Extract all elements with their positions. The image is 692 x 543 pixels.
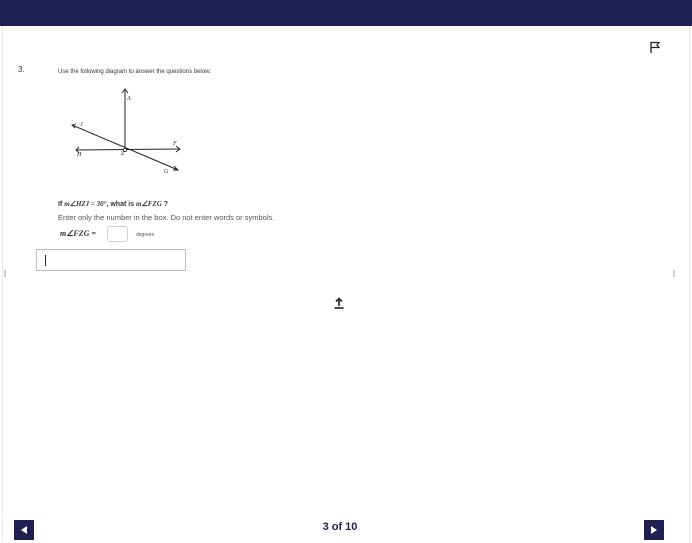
answer-unit: degrees [136,232,155,238]
left-resize-handle[interactable] [4,270,6,277]
label-f: F [173,141,177,147]
prompt-suffix: ? [161,201,168,208]
flag-icon[interactable] [648,40,662,54]
label-j: J [80,122,83,128]
text-caret [45,255,46,266]
answer-label: m∠FZG = [60,229,96,238]
previous-question-button[interactable] [14,520,34,540]
label-z: Z [121,151,125,157]
prompt-mid: , what is [106,201,137,208]
triangle-left-icon [19,525,29,535]
question-number: 3. [18,65,25,74]
answer-instructions: Enter only the number in the box. Do not enter words or symbols. [58,213,275,222]
right-resize-handle[interactable] [673,270,675,277]
response-text-field[interactable] [36,249,186,271]
answer-input[interactable] [107,226,128,242]
label-a: A [127,96,131,102]
prompt-given-expression: m∠HZJ = 30° [64,200,107,208]
question-prompt [58,200,168,208]
question-progress: 3 of 10 [322,521,358,533]
triangle-right-icon [649,525,659,535]
label-h: H [77,152,82,158]
upload-icon[interactable] [332,296,346,310]
geometry-diagram [66,88,186,180]
prompt-target-angle: m∠FZG [136,200,162,208]
top-header-bar [0,0,692,26]
label-g: G [164,169,169,175]
next-question-button[interactable] [644,520,664,540]
prompt-prefix: If [58,201,65,208]
question-instruction: Use the following diagram to answer the questions below: [58,69,212,75]
